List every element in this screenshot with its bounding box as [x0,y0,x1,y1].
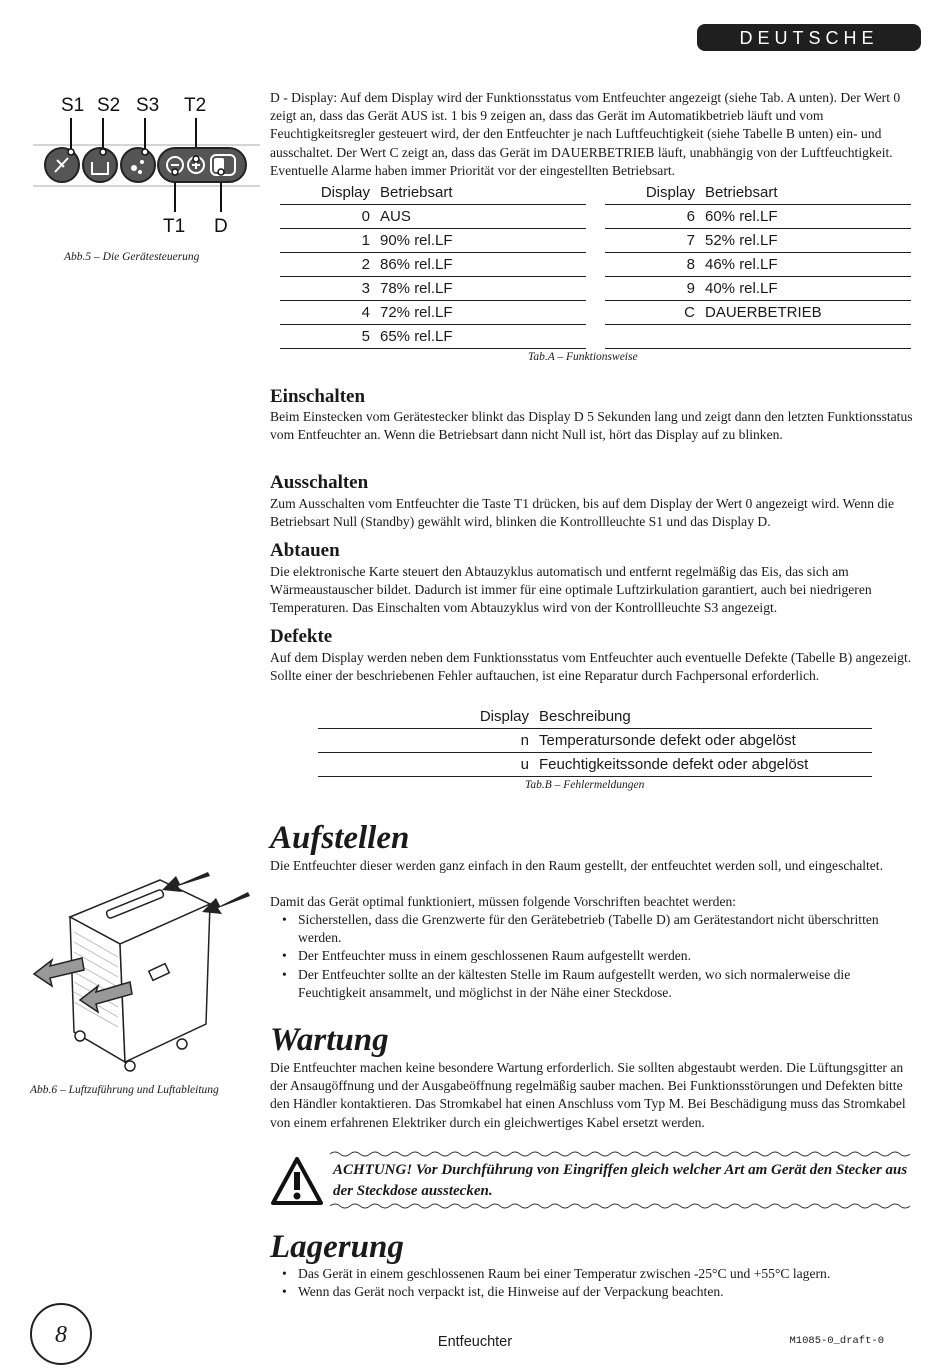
table-row: u Feuchtigkeitssonde defekt oder abgelöst [318,752,872,776]
heading-abtauen: Abtauen [270,540,340,561]
wavy-border-bottom [330,1202,910,1210]
figure6-caption: Abb.6 – Luftzuführung und Luftableitung [30,1084,219,1096]
text-ausschalten: Zum Ausschalten vom Entfeuchter die Taste T1 drücken, bis auf dem Display der Wert 0 angezeigt wird. Wenn die Betriebsart Null (Standby) gewählt wird, blinken die Kontrollleuchte S1 und das Display D. [270,496,895,530]
wavy-border-top [330,1150,910,1158]
table-b [318,706,872,777]
label-t1: T1 [163,216,186,237]
table-row: 3 78% rel.LF [280,276,586,300]
heading-defekte: Defekte [270,626,333,647]
lagerung-list [282,1265,918,1301]
heading-einschalten: Einschalten [270,386,366,407]
list-item: • Das Gerät in einem geschlossenen Raum bei einer Temperatur zwischen -25°C und +55°C lagern. [282,1265,918,1283]
col-display: Display [479,708,529,726]
list-item: • Der Entfeuchter sollte an der kältesten Stelle im Raum aufgestellt werden, wo sich normalerweise die Feuchtigkeit ansammelt, und möglichst in der Nähe einer Steckdose. [282,966,918,1002]
aufstellen-list [282,911,918,1002]
heading-lagerung: Lagerung [270,1229,404,1265]
table-a-caption: Tab.A – Funktionsweise [528,351,638,363]
table-row: 9 40% rel.LF [605,276,911,300]
text-einschalten: Beim Einstecken vom Gerätestecker blinkt das Display D 5 Sekunden lang und zeigt dann den letzten Funktionsstatus vom Entfeuchter an. Wenn die Betriebsart dann nicht Null ist, hört das Display auf zu blinken. [270,409,913,443]
col-desc: Beschreibung [539,708,631,726]
dehumidifier-airflow-figure [30,862,260,1077]
text-aufstellen-2: Damit das Gerät optimal funktioniert, müssen folgende Vorschriften beachtet werden: [270,894,737,909]
table-row: 4 72% rel.LF [280,300,586,324]
table-row: C DAUERBETRIEB [605,300,911,324]
table-row: 7 52% rel.LF [605,228,911,252]
language-badge: DEUTSCHE [697,24,921,51]
col-display: Display [320,184,370,202]
list-item: • Sicherstellen, dass die Grenzwerte für den Gerätebetrieb (Tabelle D) am Gerätestandort nicht überschritten werden. [282,911,918,947]
table-a-right [605,182,911,349]
warning-icon [270,1156,324,1206]
text-defekte: Auf dem Display werden neben dem Funktionsstatus vom Entfeuchter auch eventuelle Defekte (Tabelle B) angezeigt. Sollte einer der beschriebenen Fehler auftauchen, ist eine Reparatur durch Fachpersonal erforderlich. [270,650,912,684]
label-s2: S2 [97,95,121,116]
table-row: 0 AUS [280,204,586,228]
label-t2: T2 [184,95,207,116]
indicator-s3 [121,148,155,182]
text-wartung: Die Entfeuchter machen keine besondere Wartung erforderlich. Sie sollten abgestaubt werden. Die Lüftungsgitter an der Ansaugöffnung und der Ausgabeöffnung regelmäßig sauber machen. Bei Funktionsstörungen und Defekten bitte den Händler kontaktieren. Das Stromkabel hat einen Anschluss vom Typ M. Bei Beschädigung muss das Stromkabel von einem erfahrenen Elektriker durch ein gleichwertiges Kabel ersetzt werden. [270,1060,906,1130]
warning-text: ACHTUNG! Vor Durchführung von Eingriffen gleich welcher Art am Gerät den Stecker aus der Steckdose ausstecken. [333,1162,908,1199]
table-row: n Temperatursonde defekt oder abgelöst [318,728,872,752]
table-row: 5 65% rel.LF [280,324,586,348]
col-display: Display [645,184,695,202]
footer-title: Entfeuchter [437,1334,513,1350]
label-s1: S1 [61,95,85,116]
heading-ausschalten: Ausschalten [270,472,369,493]
text-abtauen: Die elektronische Karte steuert den Abtauzyklus automatisch und entfernt regelmäßig das Eis, das sich am Wärmeaustauscher bildet. Dadurch ist immer für eine optimale Luftzirkulation garantiert, auch bei niedrigeren Temperaturen. Das Einschalten vom Abtauzyklus wird von der Kontrollleuchte S3 angezeigt. [270,564,872,616]
heading-aufstellen: Aufstellen [270,820,410,856]
table-row: 6 60% rel.LF [605,204,911,228]
table-row: 1 90% rel.LF [280,228,586,252]
col-mode: Betriebsart [380,184,453,202]
control-panel-figure [30,88,262,248]
page-number: 8 [30,1303,92,1365]
table-b-caption: Tab.B – Fehlermeldungen [525,779,645,791]
list-item: • Wenn das Gerät noch verpackt ist, die Hinweise auf der Verpackung beachten. [282,1283,918,1301]
inflow-arrow-icon [162,872,210,892]
document-code: M1085-0_draft-0 [789,1335,884,1347]
list-item: • Der Entfeuchter muss in einem geschlossenen Raum aufgestellt werden. [282,947,918,965]
heading-wartung: Wartung [270,1022,389,1058]
table-row: 8 46% rel.LF [605,252,911,276]
table-row [605,324,911,348]
label-d: D [214,216,228,237]
col-mode: Betriebsart [705,184,778,202]
figure5-caption: Abb.5 – Die Gerätesteuerung [64,251,200,263]
table-a-left [280,182,586,349]
table-row: 2 86% rel.LF [280,252,586,276]
label-s3: S3 [136,95,160,116]
display-intro: D - Display: Auf dem Display wird der Funktionsstatus vom Entfeuchter angezeigt (siehe Tab. A unten). Der Wert 0 zeigt an, dass das Gerät AUS ist. 1 bis 9 zeigen an, dass das Gerät im Automatikbetrieb läuft und vom Feuchtigkeitsregler gesteuert wird, der den Entfeuchter je nach Luftfeuchtigkeit (siehe Tabelle B unten) ein- und ausschaltet. Der Wert C zeigt an, dass das Gerät im DAUERBETRIEB läuft, unabhängig von der Luftfeuchtigkeit. Eventuelle Alarme haben immer Priorität vor der eingestellten Betriebsart. [270,90,901,178]
text-aufstellen-1: Die Entfeuchter dieser werden ganz einfach in den Raum gestellt, der entfeuchtet werden soll, und eingeschaltet. [270,858,883,873]
